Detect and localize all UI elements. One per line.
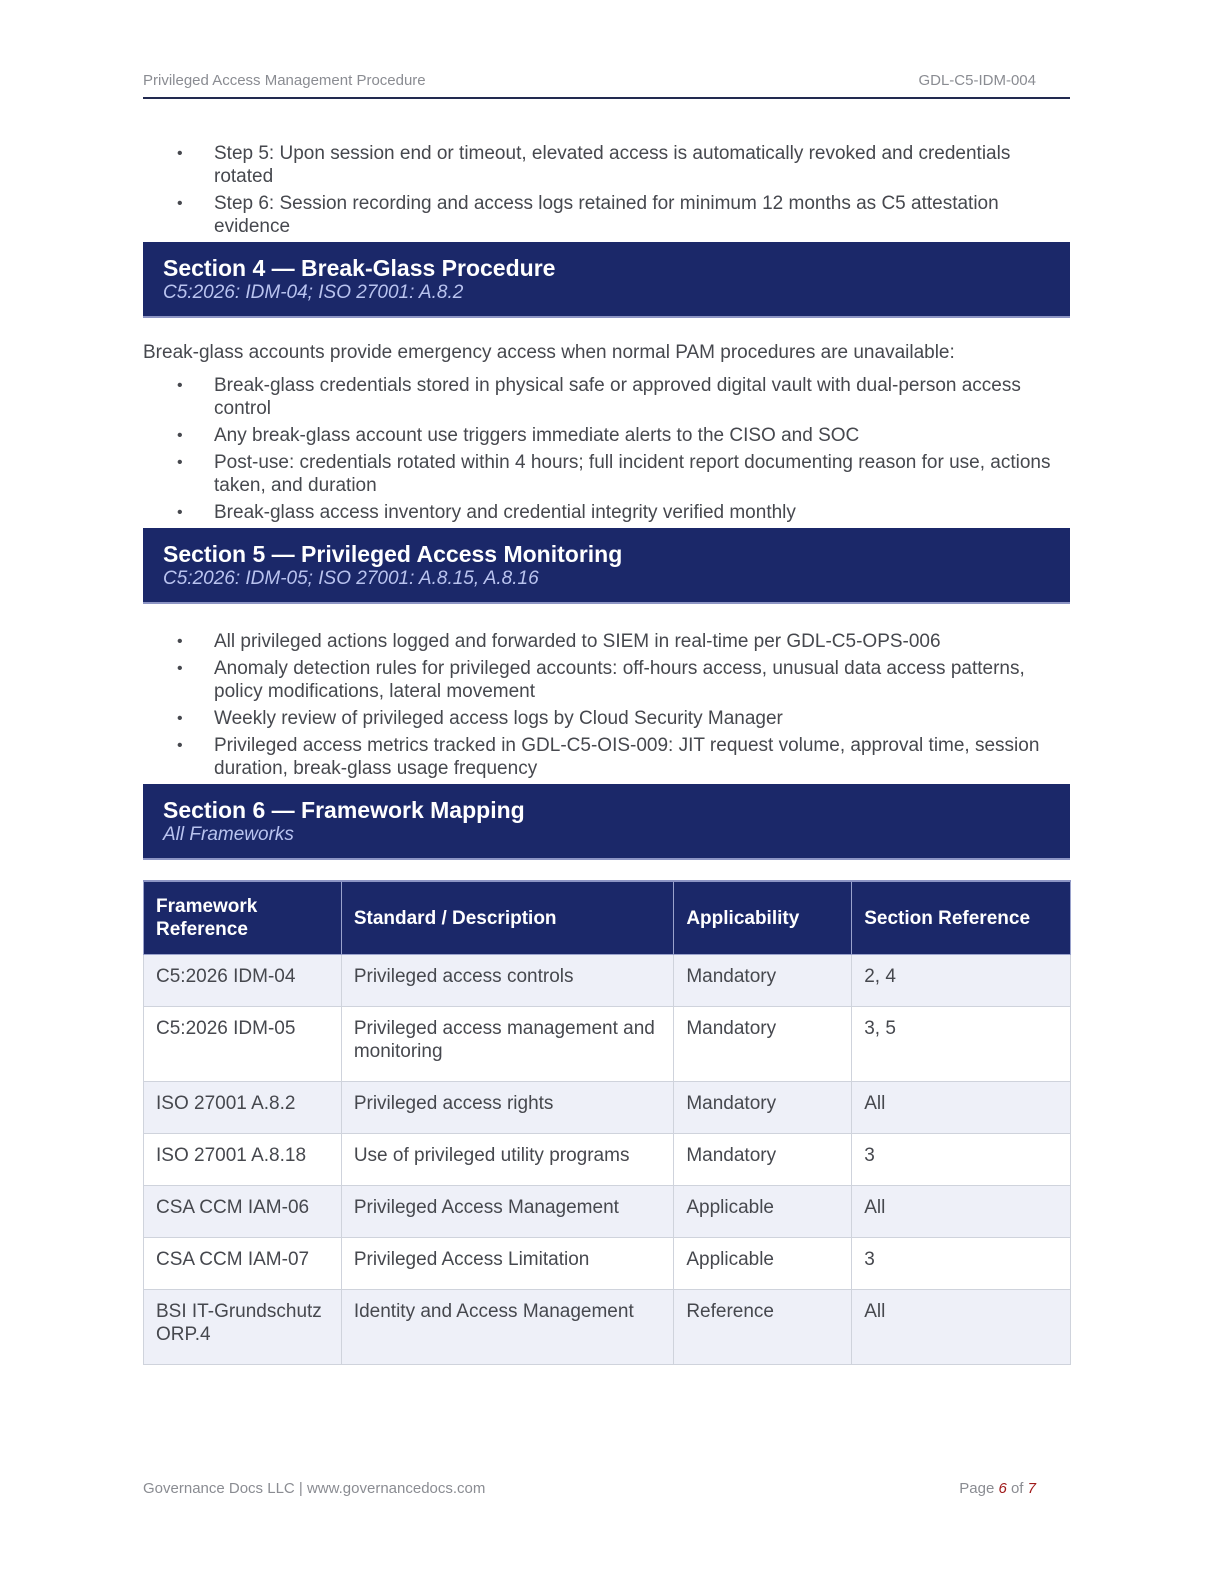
table-cell: Privileged Access Management [341,1186,674,1238]
table-cell: BSI IT-Grundschutz ORP.4 [144,1290,342,1365]
bullet-icon: • [177,710,183,727]
table-row [144,1134,1071,1186]
bullet-icon: • [177,427,183,444]
section-title: Section 4 — Break-Glass Procedure [163,255,556,281]
page-header [143,70,1070,99]
page-footer [143,1480,1036,1497]
section-subtitle: C5:2026: IDM-04; ISO 27001: A.8.2 [163,282,464,303]
table-cell: Mandatory [674,1007,852,1082]
table-cell: 3 [852,1134,1071,1186]
column-header: Framework Reference [144,881,342,955]
current-page-number: 6 [998,1480,1007,1497]
section-title: Section 6 — Framework Mapping [163,797,525,823]
table-cell: Identity and Access Management [341,1290,674,1365]
page-indicator: Page 6 of 7 [959,1480,1036,1497]
table-row [144,1082,1071,1134]
bullet-icon: • [177,145,183,162]
bullet-icon: • [177,377,183,394]
table-row [144,955,1071,1007]
document-id: GDL-C5-IDM-004 [918,72,1036,89]
section-4-bullet-list [143,374,1070,524]
section-5-header [143,528,1070,604]
section-subtitle: C5:2026: IDM-05; ISO 27001: A.8.15, A.8.16 [163,568,539,589]
list-item: • Anomaly detection rules for privileged accounts: off-hours access, unusual data access patterns, policy modifications, lateral movement [177,658,1025,702]
list-item: • Break-glass credentials stored in physical safe or approved digital vault with dual-person access control [177,375,1021,419]
footer-company: Governance Docs LLC | www.governancedocs.com [143,1480,486,1497]
table-cell: Use of privileged utility programs [341,1134,674,1186]
table-cell: Privileged Access Limitation [341,1238,674,1290]
list-item: • Weekly review of privileged access logs by Cloud Security Manager [177,708,783,729]
table-cell: CSA CCM IAM-06 [144,1186,342,1238]
bullet-icon: • [177,660,183,677]
table-row [144,1186,1071,1238]
list-item: • Break-glass access inventory and credential integrity verified monthly [177,502,796,523]
framework-mapping-table [143,880,1071,1365]
table-cell: All [852,1290,1071,1365]
intro-bullet-list [143,142,1070,238]
section-5-bullet-list [143,630,1070,780]
table-row [144,1238,1071,1290]
table-cell: CSA CCM IAM-07 [144,1238,342,1290]
list-item: • All privileged actions logged and forwarded to SIEM in real-time per GDL-C5-OPS-006 [177,631,941,652]
bullet-icon: • [177,737,183,754]
bullet-icon: • [177,195,183,212]
table-cell: 3 [852,1238,1071,1290]
bullet-icon: • [177,633,183,650]
table-cell: ISO 27001 A.8.18 [144,1134,342,1186]
table-cell: Privileged access rights [341,1082,674,1134]
list-item: • Privileged access metrics tracked in GDL-C5-OIS-009: JIT request volume, approval time, session duration, break-glass usage frequency [177,735,1040,779]
table-cell: Mandatory [674,955,852,1007]
table-cell: 2, 4 [852,955,1071,1007]
table-cell: Applicable [674,1238,852,1290]
column-header: Standard / Description [341,881,674,955]
total-page-number: 7 [1027,1480,1036,1497]
section-title: Section 5 — Privileged Access Monitoring [163,541,623,567]
table-cell: All [852,1186,1071,1238]
list-item: • Step 5: Upon session end or timeout, elevated access is automatically revoked and credentials rotated [177,143,1011,187]
table-cell: Privileged access controls [341,955,674,1007]
section-6-header [143,784,1070,860]
table-cell: All [852,1082,1071,1134]
column-header: Section Reference [852,881,1071,955]
table-cell: Mandatory [674,1134,852,1186]
table-cell: C5:2026 IDM-04 [144,955,342,1007]
table-cell: Applicable [674,1186,852,1238]
column-header: Applicability [674,881,852,955]
list-item: • Post-use: credentials rotated within 4 hours; full incident report documenting reason for use, actions taken, and duration [177,452,1051,496]
table-cell: Mandatory [674,1082,852,1134]
section-subtitle: All Frameworks [163,824,294,845]
table-cell: ISO 27001 A.8.2 [144,1082,342,1134]
bullet-icon: • [177,454,183,471]
table-header-row [144,881,1071,955]
table-row [144,1290,1071,1365]
page-content [143,142,1070,860]
table-cell: Reference [674,1290,852,1365]
list-item: • Any break-glass account use triggers immediate alerts to the CISO and SOC [177,425,860,446]
table-cell: 3, 5 [852,1007,1071,1082]
list-item: • Step 6: Session recording and access logs retained for minimum 12 months as C5 attestation evidence [177,193,999,237]
document-title: Privileged Access Management Procedure [143,72,426,89]
table-row [144,1007,1071,1082]
table-cell: C5:2026 IDM-05 [144,1007,342,1082]
section-4-header [143,242,1070,318]
section-4-intro: Break-glass accounts provide emergency access when normal PAM procedures are unavailable: [143,342,955,363]
bullet-icon: • [177,504,183,521]
table-cell: Privileged access management and monitoring [341,1007,674,1082]
